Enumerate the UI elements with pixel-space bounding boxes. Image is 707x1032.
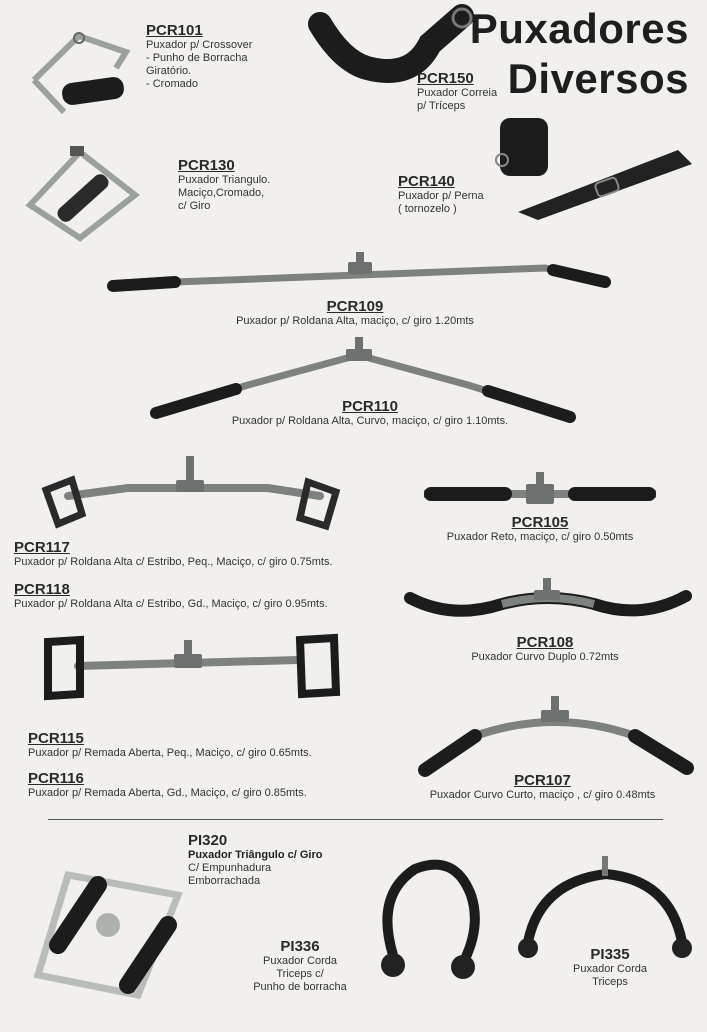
item-pcr130: [178, 157, 328, 213]
pcr109-image: [105, 248, 615, 298]
pcr140-line-1: Puxador p/ Perna: [398, 190, 484, 202]
item-pcr150: [417, 70, 517, 113]
pcr101-image: [24, 28, 134, 118]
page-title-line2: Diversos: [507, 55, 689, 102]
item-pcr140: [398, 173, 508, 216]
pcr118-image: [38, 630, 348, 710]
pcr140-code: PCR140: [398, 173, 455, 190]
pi336-code: PI336: [280, 938, 320, 955]
pcr101-line-4: - Cromado: [146, 78, 198, 90]
pcr115-code: PCR115: [28, 730, 84, 747]
pcr105-code: PCR105: [511, 514, 569, 531]
page-title-line1: Puxadores: [469, 5, 689, 52]
pi336-line-3: Punho de borracha: [253, 981, 347, 993]
pcr108-image: [402, 578, 694, 628]
pi335-line-1: Puxador Corda: [573, 963, 647, 975]
pi336-image: [375, 855, 485, 985]
section-divider: [48, 819, 663, 820]
pcr116-code: PCR116: [28, 770, 84, 787]
pi320-line-1: C/ Empunhadura: [188, 862, 272, 874]
pcr116-desc: Puxador p/ Remada Aberta, Gd., Maciço, c/ giro 0.85mts.: [28, 787, 307, 799]
pcr117-desc: Puxador p/ Roldana Alta c/ Estribo, Peq., Maciço, c/ giro 0.75mts.: [14, 556, 333, 568]
pcr130-code: PCR130: [178, 157, 235, 174]
pcr110-desc: Puxador p/ Roldana Alta, Curvo, maciço, c/ giro 1.10mts.: [231, 415, 509, 427]
pcr115-desc: Puxador p/ Remada Aberta, Peq., Maciço, c/ giro 0.65mts.: [28, 747, 312, 759]
pi320-image: [28, 855, 188, 1005]
pi336-line-2: Triceps c/: [276, 968, 324, 980]
item-pcr116: [28, 770, 358, 800]
pcr140-image: [478, 112, 700, 222]
pcr109-desc: Puxador p/ Roldana Alta, maciço, c/ giro 1.20mts: [236, 315, 474, 327]
item-pi336: [245, 938, 355, 994]
pcr110-code: PCR110: [342, 398, 398, 415]
item-pcr109: [190, 298, 520, 328]
pcr117-image: [38, 452, 348, 532]
pcr107-image: [415, 688, 695, 783]
pcr130-image: [10, 140, 150, 245]
pcr105-desc: Puxador Reto, maciço, c/ giro 0.50mts: [446, 531, 634, 543]
pcr150-line-2: p/ Tríceps: [417, 100, 466, 112]
item-pcr117: [14, 539, 414, 569]
item-pcr107: [420, 772, 665, 802]
pcr118-code: PCR118: [14, 581, 70, 598]
item-pi335: [560, 946, 660, 989]
item-pcr110: [170, 398, 570, 428]
pcr118-desc: Puxador p/ Roldana Alta c/ Estribo, Gd., Maciço, c/ giro 0.95mts.: [14, 598, 328, 610]
pcr150-line-1: Puxador Correia: [417, 87, 498, 99]
pcr101-line-1: Puxador p/ Crossover: [146, 39, 253, 51]
pi335-code: PI335: [590, 946, 630, 963]
pcr107-desc: Puxador Curvo Curto, maciço , c/ giro 0.48mts: [429, 789, 656, 801]
pcr108-desc: Puxador Curvo Duplo 0.72mts: [471, 651, 619, 663]
pcr130-line-3: c/ Giro: [178, 200, 211, 212]
pi335-line-2: Triceps: [592, 976, 628, 988]
pcr108-code: PCR108: [516, 634, 574, 651]
pcr130-line-2: Maciço,Cromado,: [178, 187, 265, 199]
pcr140-line-2: ( tornozelo ): [398, 203, 457, 215]
pi336-line-1: Puxador Corda: [263, 955, 337, 967]
pcr107-code: PCR107: [514, 772, 571, 789]
pi320-line-2: Emborrachada: [188, 875, 261, 887]
item-pcr105: [435, 514, 645, 544]
pcr130-line-1: Puxador Triangulo.: [178, 174, 271, 186]
item-pcr115: [28, 730, 358, 760]
item-pcr101: [146, 22, 296, 91]
pcr101-code: PCR101: [146, 22, 203, 39]
pcr105-image: [420, 472, 660, 512]
item-pcr118: [14, 581, 414, 611]
pi320-bold-line: Puxador Triângulo c/ Giro: [188, 849, 323, 861]
pi320-code: PI320: [188, 832, 228, 849]
item-pcr108: [455, 634, 635, 664]
item-pi320: [188, 832, 388, 888]
pcr109-code: PCR109: [326, 298, 384, 315]
pcr117-code: PCR117: [14, 539, 70, 556]
pcr101-line-2: - Punho de Borracha: [146, 52, 248, 64]
pcr150-code: PCR150: [417, 70, 474, 87]
pcr101-line-3: Giratório.: [146, 65, 192, 77]
